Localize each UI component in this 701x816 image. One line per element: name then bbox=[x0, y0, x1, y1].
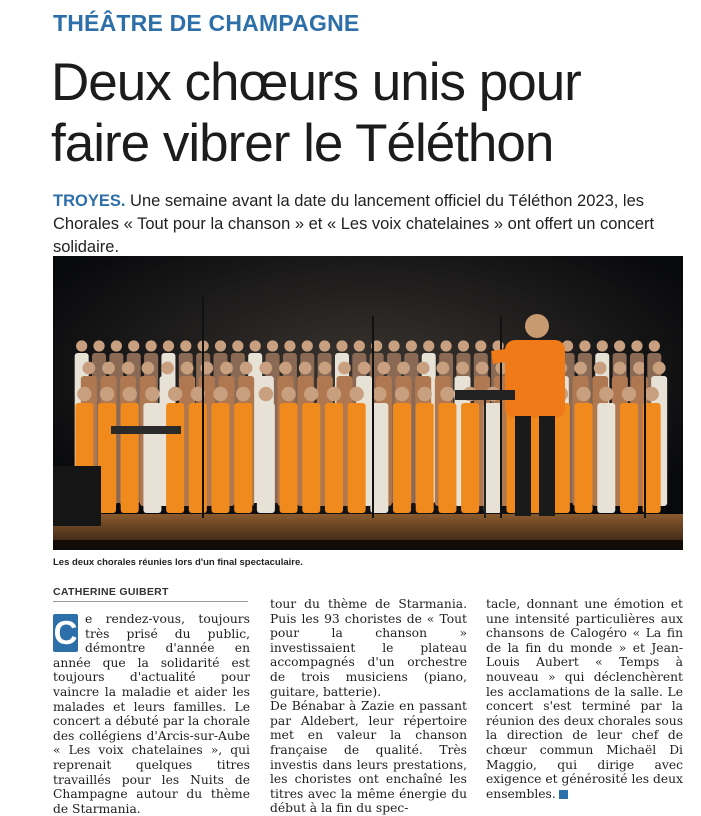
article-photo bbox=[53, 256, 683, 550]
photo-caption: Les deux chorales réunies lors d'un final spectaculaire. bbox=[53, 557, 303, 568]
chorister-body bbox=[348, 403, 366, 513]
chorister-head bbox=[653, 362, 666, 375]
chorister-body bbox=[597, 403, 615, 513]
chorister-body bbox=[121, 403, 139, 513]
article-column-1 bbox=[53, 612, 250, 816]
chorister-head bbox=[327, 387, 341, 401]
chorister-head bbox=[576, 387, 590, 401]
choir-stage-photo bbox=[53, 256, 683, 550]
chorister-head bbox=[319, 340, 330, 351]
chorister-head bbox=[93, 340, 104, 351]
dateline-city: TROYES. bbox=[53, 192, 126, 210]
chorister-head bbox=[236, 387, 250, 401]
chorister-head bbox=[302, 340, 313, 351]
chorister-head bbox=[215, 340, 226, 351]
chorister-head bbox=[406, 340, 417, 351]
chorister-head bbox=[250, 340, 261, 351]
chorister-head bbox=[613, 362, 626, 375]
chorister-body bbox=[620, 403, 638, 513]
chorister-head bbox=[436, 362, 449, 375]
chorister-head bbox=[181, 362, 194, 375]
chorister-head bbox=[631, 340, 642, 351]
chorister-head bbox=[180, 340, 191, 351]
chorister-head bbox=[299, 362, 312, 375]
chorister-head bbox=[599, 387, 613, 401]
chorister-head bbox=[388, 340, 399, 351]
chorister-head bbox=[76, 340, 87, 351]
chorister-body bbox=[484, 403, 502, 513]
chorister-head bbox=[423, 340, 434, 351]
byline-author: CATHERINE GUIBERT bbox=[53, 586, 248, 602]
chorister-body bbox=[189, 403, 207, 513]
chorister-head bbox=[240, 362, 253, 375]
chorister-head bbox=[475, 340, 486, 351]
chorister-head bbox=[318, 362, 331, 375]
chorister-head bbox=[77, 387, 91, 401]
chorister-head bbox=[377, 362, 390, 375]
chorister-head bbox=[111, 340, 122, 351]
chorister-head bbox=[574, 362, 587, 375]
chorister-head bbox=[304, 387, 318, 401]
chorister-head bbox=[220, 362, 233, 375]
chorister-head bbox=[145, 340, 156, 351]
chorister-head bbox=[284, 340, 295, 351]
lead-text: Une semaine avant la date du lancement officiel du Téléthon 2023, les Chorales « Tout pour la chanson » et « Les voix chatelaines » ont offert un concert solidaire. bbox=[53, 192, 655, 256]
chorister-head bbox=[417, 362, 430, 375]
drop-cap: C bbox=[53, 614, 78, 651]
chorister-body bbox=[212, 403, 230, 513]
chorister-head bbox=[622, 387, 636, 401]
chorister-head bbox=[476, 362, 489, 375]
chorister-head bbox=[579, 340, 590, 351]
article-headline: Deux chœurs unis pour faire vibrer le Téléthon bbox=[51, 53, 581, 173]
chorister-head bbox=[102, 362, 115, 375]
chorister-body bbox=[143, 403, 161, 513]
chorister-head bbox=[161, 362, 174, 375]
chorister-body bbox=[257, 403, 275, 513]
chorister-body bbox=[461, 403, 479, 513]
chorister-head bbox=[456, 362, 469, 375]
chorister-head bbox=[336, 340, 347, 351]
article-lead bbox=[53, 190, 693, 259]
chorister-head bbox=[440, 340, 451, 351]
column-2-paragraph-1: tour du thème de Starmania. Puis les 93 choristes de « Tout pour la chanson » investissaient le plateau accompagnés d'un orchestre de trois musiciens (piano, guitare, batterie). bbox=[270, 597, 467, 699]
chorister-head bbox=[418, 387, 432, 401]
chorister-head bbox=[82, 362, 95, 375]
column-1-text: e rendez-vous, toujours très prisé du public, démontre d'année en année que la solidarité est toujours d'actualité pour vaincre la maladie et aider les malades et leurs familles. Le concert a débuté par la chorale des collégiens d'Arcis-sur-Aube « Les voix chatelaines », qui reprenait quelques titres travaillés pour les Nuits de Champagne autour du thème de Starmania. bbox=[53, 612, 250, 816]
chorister-head bbox=[267, 340, 278, 351]
chorister-head bbox=[458, 340, 469, 351]
chorister-head bbox=[128, 340, 139, 351]
chorister-head bbox=[440, 387, 454, 401]
chorister-head bbox=[597, 340, 608, 351]
chorister-body bbox=[416, 403, 434, 513]
chorister-head bbox=[232, 340, 243, 351]
chorister-head bbox=[338, 362, 351, 375]
chorister-head bbox=[168, 387, 182, 401]
chorister-head bbox=[141, 362, 154, 375]
article-column-2 bbox=[270, 597, 467, 816]
chorister-head bbox=[395, 387, 409, 401]
chorister-head bbox=[123, 387, 137, 401]
chorister-body bbox=[166, 403, 184, 513]
chorister-head bbox=[259, 362, 272, 375]
article-column-3 bbox=[486, 597, 683, 801]
chorister-head bbox=[259, 387, 273, 401]
column-2-paragraph-2: De Bénabar à Zazie en passant par Aldebert, leur répertoire met en valeur la chanson française de qualité. Très investis dans leurs prestations, les choristes ont enchaîné les titres avec la même énergie du début à la fin du spec- bbox=[270, 699, 467, 816]
chorister-head bbox=[633, 362, 646, 375]
chorister-head bbox=[163, 340, 174, 351]
chorister-head bbox=[614, 340, 625, 351]
chorister-body bbox=[438, 403, 456, 513]
chorister-head bbox=[279, 362, 292, 375]
chorister-head bbox=[397, 362, 410, 375]
chorister-head bbox=[358, 362, 371, 375]
chorister-head bbox=[649, 340, 660, 351]
chorister-head bbox=[372, 387, 386, 401]
chorister-head bbox=[594, 362, 607, 375]
chorister-head bbox=[145, 387, 159, 401]
chorister-head bbox=[281, 387, 295, 401]
chorister-body bbox=[393, 403, 411, 513]
chorister-head bbox=[213, 387, 227, 401]
chorister-head bbox=[100, 387, 114, 401]
chorister-body bbox=[234, 403, 252, 513]
end-of-article-mark bbox=[559, 790, 568, 799]
section-rubric: THÉÂTRE DE CHAMPAGNE bbox=[53, 10, 360, 36]
chorister-body bbox=[302, 403, 320, 513]
chorister-body bbox=[575, 403, 593, 513]
chorister-head bbox=[349, 387, 363, 401]
chorister-head bbox=[354, 340, 365, 351]
chorister-head bbox=[122, 362, 135, 375]
column-3-text: tacle, donnant une émotion et une intensité particulières aux chansons de Calogéro « La fin de la fin du monde » et Jean-Louis Aubert « Temps à nouveau » qui déclenchèrent les acclamations de la salle. Le concert s'est terminé par la réunion des deux chorales sous la direction de leur chef de chœur commun Michaël Di Maggio, qui dirige avec exigence et générosité les deux ensembles. bbox=[486, 597, 683, 801]
chorister-body bbox=[325, 403, 343, 513]
chorister-head bbox=[644, 387, 658, 401]
chorister-body bbox=[280, 403, 298, 513]
